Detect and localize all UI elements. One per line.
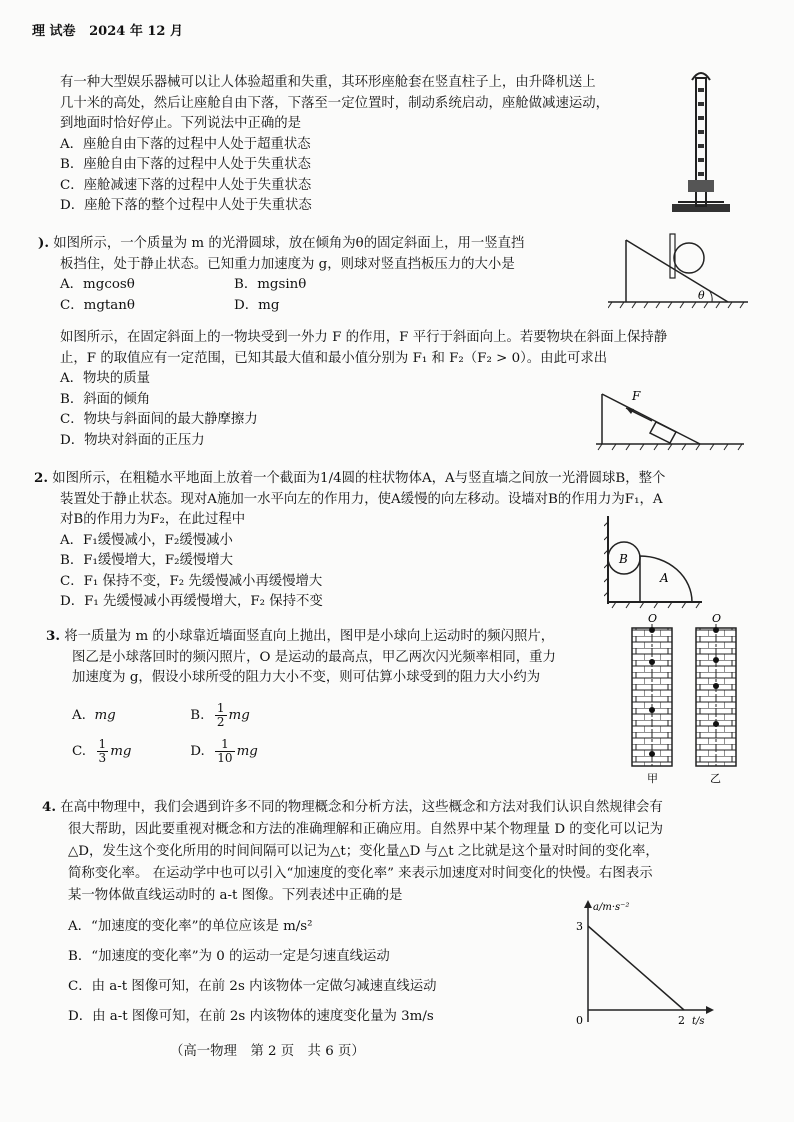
q4-option-b: B．F₁缓慢增大，F₂缓慢增大: [60, 553, 234, 568]
q2-line-2: 板挡住，处于静止状态。已知重力加速度为 g，则球对竖直挡板压力的大小是: [60, 256, 515, 272]
question-6: [42, 796, 663, 907]
q5-line-1: 将一质量为 m 的小球靠近墙面竖直向上抛出，图甲是小球向上运动时的频闪照片，: [64, 629, 555, 644]
q2-option-b: B．mgsinθ: [234, 277, 307, 292]
q3-line-2: 止，F 的取值应有一定范围，已知其最大值和最小值分别为 F₁ 和 F₂（F₂ > 0）。由此可求出: [60, 350, 608, 366]
q5-option-d: D. $\frac{1}{10}$ mg: [190, 737, 258, 765]
q4-option-d: D．F₁ 先缓慢减小再缓慢增大，F₂ 保持不变: [60, 594, 323, 609]
q1-line-1: 有一种大型娱乐器械可以让人体验超重和失重，其环形座舱套在竖直柱子上，由升降机送上: [60, 75, 596, 90]
q5-line-3: 加速度为 g，假设小球所受的阻力大小不变，则可估算小球受到的阻力大小约为: [72, 670, 541, 685]
q5-line-2: 图乙是小球落回时的频闪照片，O 是运动的最高点，甲乙两次闪光频率相同，重力: [72, 649, 556, 665]
q6-line-3: △D，发生这个变化所用的时间间隔可以记为△t；变化量△D 与△t 之比就是这个量对时间的变化率，: [68, 844, 659, 859]
incline-ball-figure: [608, 232, 748, 310]
graph-x-tick-2: 2: [678, 1014, 685, 1027]
q5-option-b: B. $\frac{1}{2}$ mg: [190, 701, 250, 729]
incline-block-figure: [596, 380, 746, 452]
q1-option-b: B．座舱自由下落的过程中人处于失重状态: [60, 157, 311, 172]
question-1: [60, 73, 609, 217]
q4-option-c: C．F₁ 保持不变，F₂ 先缓慢减小再缓慢增大: [60, 573, 323, 589]
block-a-label: A: [660, 571, 669, 585]
header: [32, 20, 183, 39]
header-date: 2024 年 12 月: [89, 24, 183, 39]
ball-b-label: B: [619, 552, 628, 566]
graph-y-axis-label: a/m·s⁻²: [593, 902, 630, 913]
top-o-label-right: O: [712, 612, 722, 625]
q3-line-1: 如图所示，在固定斜面上的一物块受到一外力 F 的作用，F 平行于斜面向上。若要物块在斜面上保持静: [60, 330, 668, 345]
drop-tower-figure: [668, 68, 736, 216]
angle-theta-label: θ: [698, 289, 705, 302]
force-f-label: F: [632, 389, 641, 403]
graph-x-axis-label: t/s: [692, 1016, 705, 1027]
q6-option-b: B．“加速度的变化率”为 0 的运动一定是匀速直线运动: [68, 949, 390, 964]
q5-option-a: A. mg: [72, 708, 116, 723]
q5-number: 3.: [46, 628, 60, 644]
figure-yi-label: 乙: [710, 772, 721, 785]
q6-line-5: 某一物体做直线运动时的 a-t 图像。下列表述中正确的是: [68, 888, 403, 903]
q1-option-c: C．座舱减速下落的过程中人处于失重状态: [60, 177, 312, 193]
q4-line-2: 装置处于静止状态。现对A施加一水平向左的作用力，使A缓慢的向左移动。设墙对B的作用力为F₁，A: [60, 491, 663, 507]
q4-line-1: 如图所示，在粗糙水平地面上放着一个截面为1/4圆的柱状物体A，A与竖直墙之间放一光滑圆球B，整个: [52, 471, 666, 486]
figure-jia-label: 甲: [647, 772, 658, 785]
q2-option-d: D．mg: [234, 297, 280, 313]
question-5: [46, 626, 556, 689]
graph-y-tick-3: 3: [576, 920, 583, 933]
q6-line-2: 很大帮助，因此要重视对概念和方法的准确理解和正确应用。自然界中某个物理量 D 的变化可以记为: [68, 822, 664, 837]
q5-options-row-2: [72, 738, 258, 765]
q2-option-c: C．mgtanθ: [60, 297, 135, 313]
q1-line-2: 几十米的高处，然后让座舱自由下落，下落至一定位置时，制动系统启动，座舱做减速运动，: [60, 95, 610, 111]
q5-option-c: C. $\frac{1}{3}$ mg: [72, 737, 132, 765]
wall-ball-quarter-circle-figure: [604, 516, 704, 610]
q2-line-1: 如图所示，一个质量为 m 的光滑圆球，放在倾角为θ的固定斜面上，用一竖直挡: [53, 236, 525, 251]
page-footer: （高一物理 第 2 页 共 6 页）: [170, 1044, 365, 1059]
q6-line-4: 简称变化率。 在运动学中也可以引入“加速度的变化率” 来表示加速度对时间变化的快慢。右图表示: [68, 866, 653, 881]
q1-option-d: D．座舱下落的整个过程中人处于失重状态: [60, 198, 312, 213]
top-o-label-left: O: [648, 612, 658, 625]
q3-option-d: D．物块对斜面的正压力: [60, 432, 205, 448]
q3-option-c: C．物块与斜面间的最大静摩擦力: [60, 412, 258, 427]
q1-line-3: 到地面时恰好停止。下列说法中正确的是: [60, 116, 302, 131]
q6-number: 4.: [42, 799, 56, 815]
q3-option-b: B．斜面的倾角: [60, 391, 151, 407]
q6-option-c: C．由 a-t 图像可知，在前 2s 内该物体一定做匀减速直线运动: [68, 979, 437, 994]
question-3: [60, 328, 667, 451]
strobe-photo-figure: [628, 612, 744, 786]
q4-option-a: A．F₁缓慢减小，F₂缓慢减小: [60, 532, 233, 548]
q6-options: [68, 912, 437, 1032]
q6-option-d: D．由 a-t 图像可知，在前 2s 内该物体的速度变化量为 3m/s: [68, 1009, 434, 1024]
graph-origin-label: 0: [576, 1014, 583, 1027]
question-4: [34, 468, 665, 613]
q2-option-a: A．mgcosθ: [60, 277, 135, 292]
question-2: ). 如图所示，一个质量为 m 的光滑圆球，放在倾角为θ的固定斜面上，用一竖直挡 板挡住，处于静止状态。已知重力加速度为 g，则球对竖直挡板压力的大小是 A．mgcosθ B．mgsinθ C．mgtanθ D．mg: [38, 233, 524, 316]
header-subject: 理 试卷: [32, 24, 76, 39]
q5-options-row-1: [72, 702, 250, 729]
q6-line-1: 在高中物理中，我们会遇到许多不同的物理概念和分析方法，这些概念和方法对我们认识自然规律会有: [60, 800, 663, 815]
a-t-graph: [568, 898, 718, 1030]
q4-number: 2.: [34, 470, 48, 486]
q4-line-3: 对B的作用力为F₂，在此过程中: [60, 512, 246, 527]
q1-option-a: A．座舱自由下落的过程中人处于超重状态: [60, 136, 311, 152]
q3-option-a: A．物块的质量: [60, 371, 151, 386]
q6-option-a: A．“加速度的变化率”的单位应该是 m/s²: [68, 919, 313, 934]
